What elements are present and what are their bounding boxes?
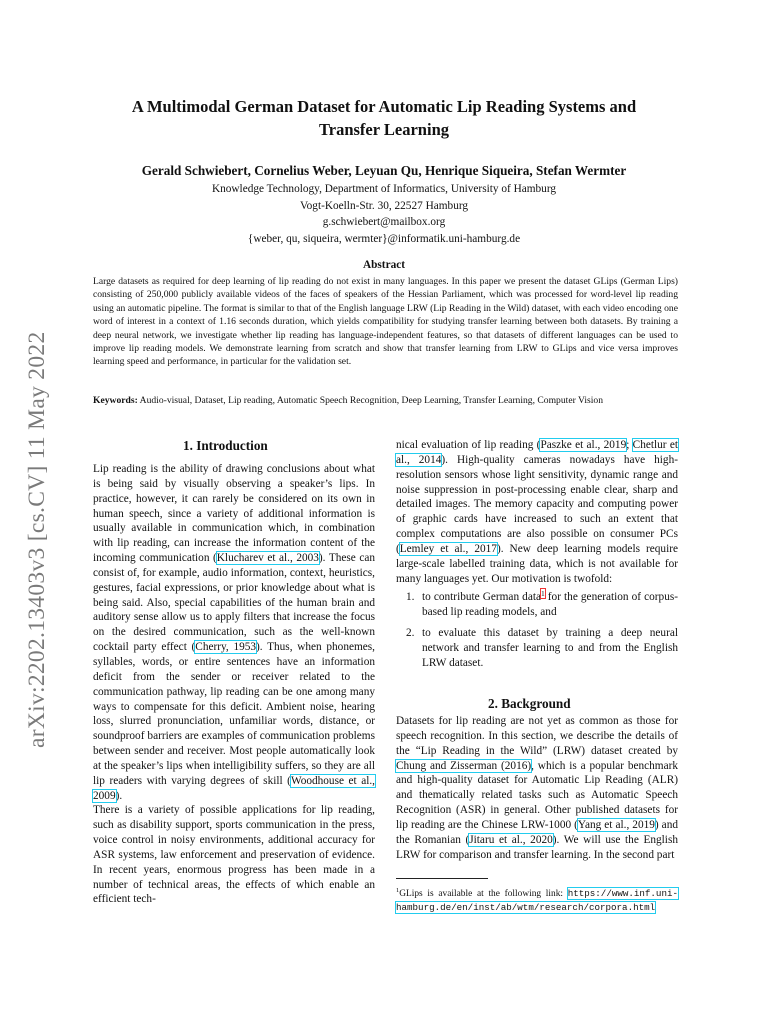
list-item: 1. to contribute German data$^1$ for the generation of corpus-based lip reading models, and — [406, 588, 678, 619]
citation-link[interactable]: Cherry, 1953 — [195, 641, 257, 654]
list-item: 2. to evaluate this dataset by training a deep neural network and transfer learning to and from the English LRW dataset. — [406, 627, 678, 669]
intro-paragraph-1: Lip reading is the ability of drawing conclusions about what is being said by visually observing a speaker’s lips. In practice, however, it can rarely be considered on its own in human speech, since a variety of additional information is usually available in communication which, in combination with lip reading, can increase the information content of the incoming communication (Klucharev et al., 2003). These can consist of, for example, audio information, context, heuristics, gestures, facial expressions, or prior knowledge about what is being said. Also, special capabilities of the human brain and auditory sense allow us to apply filters that increase the focus on the desired communication, such as the well-known cocktail party effect (Cherry, 1953). Thus, when phonemes, syllables, words, or entire sentences have an information deficit from the sender or receiver related to the communication pathway, lip reading can be one among many ways to compensate for this deficit. Ambient noise, hearing loss, slurred pronunciation, unfamiliar words, distance, or soundproof barriers are examples of communication problems between sender and receiver. Most people automatically look at the speaker’s lips when intelligibility suffers, so they are all lip readers with varying degrees of skill (Woodhouse et al., 2009). — [93, 463, 376, 802]
footnote: $^1$GLips is available at the following link: https://www.inf.uni-hamburg.de/en/inst/ab/wtm/research/corpora.html — [396, 887, 678, 914]
keywords-list: Audio-visual, Dataset, Lip reading, Automatic Speech Recognition, Deep Learning, Transfer Learning, Computer Vision — [137, 395, 604, 406]
arxiv-identifier: arXiv:2202.13403v3 [cs.CV] 11 May 2022 — [24, 331, 50, 748]
citation-link[interactable]: Woodhouse et al., 2009 — [93, 774, 375, 802]
left-column — [93, 462, 375, 907]
address-line: Vogt-Koelln-Str. 30, 22527 Hamburg — [299, 199, 469, 212]
motivation-list — [396, 590, 678, 670]
intro-paragraph-2: There is a variety of possible applications for lip reading, such as disability support, sports communication in the press, voice control in noisy environments, additional accuracy for ASR systems, law enforcement and preservation of evidence. In recent years, enormous progress has been made in a number of technical areas, the effects of which enable an efficient tech- — [93, 804, 375, 906]
affiliation-line: Knowledge Technology, Department of Informatics, University of Hamburg — [211, 183, 557, 195]
dataset-url-link[interactable]: https://www.inf.uni-hamburg.de/en/inst/ab/wtm/research/corpora.html — [396, 888, 678, 914]
paper-title — [60, 95, 708, 141]
right-column — [396, 438, 678, 677]
affiliation-block — [60, 181, 708, 247]
section-heading-background: 2. Background — [488, 696, 571, 711]
intro-paragraph-3: nical evaluation of lip reading (Paszke et al., 2019; Chetlur et al., 2014). High-quality cameras nowadays have high-resolution sensors whose light sensitivity, dynamic range and noise suppression in post-processing enable clear, sharp and detailed images. The memory capacity and computing power of graphic cards have increased to such an extent that complex computations are also possible on consumer PCs (Lemley et al., 2017). New deep learning models require large-scale labelled training data, which is not available for many languages yet. Our motivation is twofold: — [396, 439, 678, 585]
footnote-reference[interactable]: 1 — [540, 588, 545, 598]
abstract-heading: Abstract — [362, 259, 406, 271]
email-group-line: {weber, qu, siqueira, wermter}@informatik.uni-hamburg.de — [247, 232, 521, 245]
abstract-text: Large datasets as required for deep learning of lip reading do not exist in many languages. In this paper we present the dataset GLips (German Lips) consisting of 250,000 publicly available videos of the faces of speakers of the Hessian Parliament, which was processed for word-level lip reading using an automatic pipeline. The format is similar to that of the English language LRW (Lip Reading in the Wild) dataset, with each video encoding one word of interest in a context of 1.16 seconds duration, which yields compatibility for studying transfer learning between both datasets. By training a deep neural network, we investigate whether lip reading has language-independent features, so that datasets of different languages can be used to improve lip reading models. We demonstrate learning from scratch and show that transfer learning from LRW to GLips and vice versa improves learning speed and performance, in particular for the validation set. — [93, 276, 678, 368]
section-heading-introduction: 1. Introduction — [183, 438, 268, 453]
author-list: Gerald Schwiebert, Cornelius Weber, Leyuan Qu, Henrique Siqueira, Stefan Wermter — [141, 163, 627, 178]
footnote-mark: 1 — [396, 887, 400, 894]
citation-link[interactable]: Jitaru et al., 2020 — [469, 833, 553, 846]
email-line: g.schwiebert@mailbox.org — [322, 216, 446, 228]
keywords — [93, 394, 678, 407]
title-line-2: Transfer Learning — [318, 120, 449, 139]
footnote-divider — [396, 878, 488, 879]
keywords-label: Keywords: — [93, 395, 138, 406]
citation-link[interactable]: Yang et al., 2019 — [577, 818, 655, 831]
citation-link[interactable]: Chung and Zisserman (2016) — [396, 759, 532, 772]
citation-link[interactable]: Klucharev et al., 2003 — [216, 552, 319, 565]
background-paragraph: Datasets for lip reading are not yet as common as those for speech recognition. In this section, we describe the details of the “Lip Reading in the Wild” (LRW) dataset created by Chung and Zisserman (2016), which is a popular benchmark and high-quality dataset for Automatic Lip Reading (ALR) and thematically related tasks such as Automatic Speech Recognition (ASR) in general. Other published datasets for lip reading are the Chinese LRW-1000 (Yang et al., 2019) and the Romanian (Jitaru et al., 2020). We will use the English LRW for comparison and transfer learning. In the second part — [396, 715, 679, 861]
background-column — [396, 714, 678, 862]
citation-link[interactable]: Chetlur et al., 2014 — [396, 439, 678, 466]
citation-link[interactable]: Lemley et al., 2017 — [399, 542, 497, 555]
citation-link[interactable]: Paszke et al., 2019 — [540, 439, 627, 451]
title-line-1: A Multimodal German Dataset for Automatic Lip Reading Systems and — [131, 97, 637, 116]
